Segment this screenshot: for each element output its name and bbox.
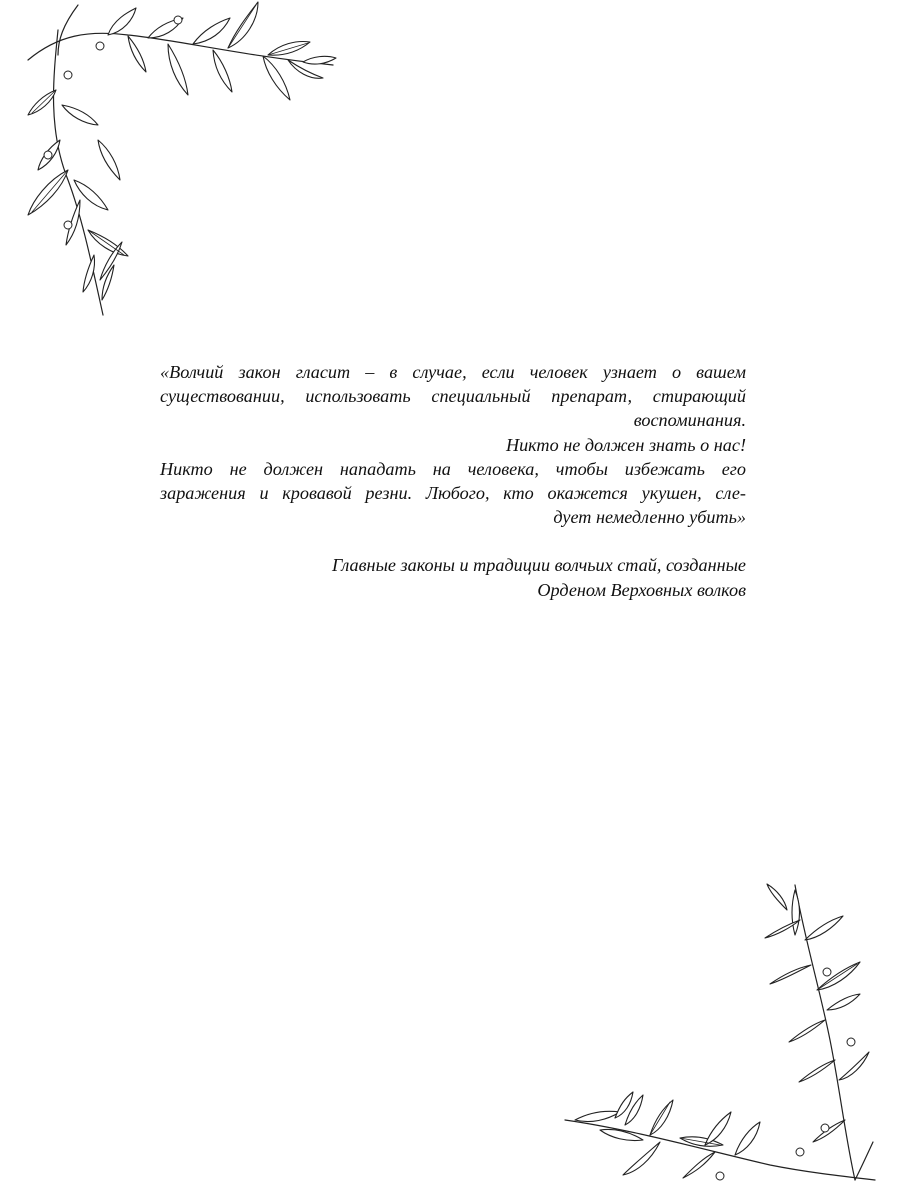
epigraph-line: «Волчий закон гласит – в случае, если человек узнает о вашем (160, 362, 746, 382)
epigraph-attribution: Орденом Верховных волков (537, 579, 746, 600)
epigraph-line: Никто не должен нападать на человека, чтобы избежать его (160, 458, 746, 479)
floral-ornament-bottom-right (555, 880, 885, 1200)
epigraph-line: дует немедленно убить» (553, 507, 746, 528)
epigraph-line: воспоминания. (633, 410, 746, 431)
epigraph-line: Никто не должен знать о нас! (505, 434, 746, 455)
epigraph-quote (160, 360, 746, 602)
epigraph-line: существовании, использовать специальный препарат, стирающий (160, 386, 746, 407)
floral-ornament-top-left (18, 0, 348, 325)
epigraph-spacer (160, 529, 746, 553)
epigraph-line: заражения и кровавой резни. Любого, кто окажется укушен, сле- (160, 483, 746, 504)
epigraph-attribution: Главные законы и традиции волчьих стай, созданные (332, 555, 746, 576)
